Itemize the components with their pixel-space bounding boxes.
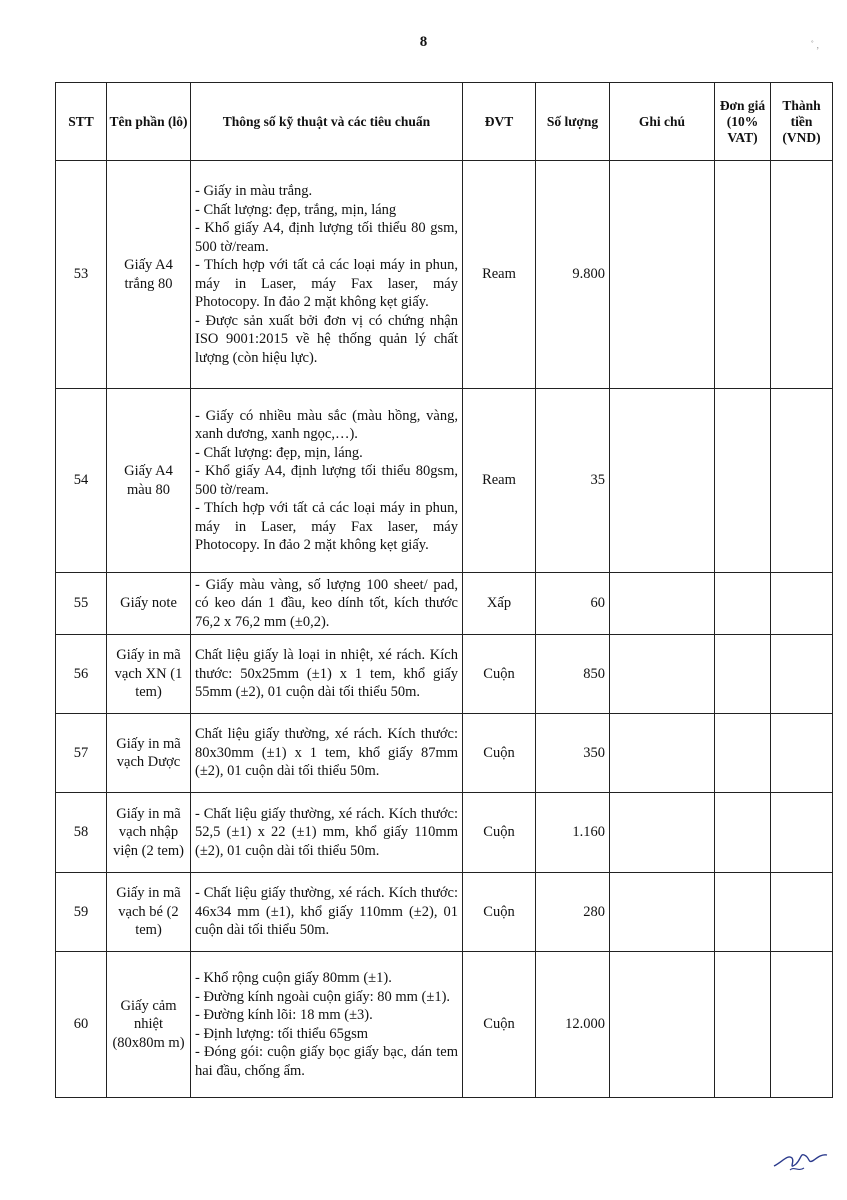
spec-table: [55, 82, 833, 1098]
row-spec: [191, 873, 463, 952]
spec-line: - Thích hợp với tất cả các loại máy in phun, máy in Laser, máy Fax laser, máy Photocopy. In đảo 2 mặt không kẹt giấy.: [195, 500, 458, 553]
header-row: [56, 83, 833, 161]
spec-line: - Chất lượng: đẹp, trắng, mịn, láng: [195, 201, 397, 218]
row-spec: [191, 793, 463, 873]
row-note: [610, 952, 715, 1098]
row-price: [715, 635, 771, 714]
row-total: [771, 714, 833, 793]
header-note: Ghi chú: [610, 83, 715, 161]
row-qty: 9.800: [536, 161, 610, 389]
row-price: [715, 793, 771, 873]
row-note: [610, 161, 715, 389]
row-total: [771, 573, 833, 635]
row-total: [771, 873, 833, 952]
table-row: [56, 635, 833, 714]
row-price: [715, 389, 771, 573]
row-note: [610, 389, 715, 573]
row-unit: Ream: [463, 389, 536, 573]
table-row: [56, 793, 833, 873]
row-total: [771, 161, 833, 389]
row-stt: 58: [56, 793, 107, 873]
spec-line: - Khổ rộng cuộn giấy 80mm (±1).: [195, 970, 392, 986]
header-stt: STT: [56, 83, 107, 161]
row-unit: Cuộn: [463, 714, 536, 793]
spec-line: - Định lượng: tối thiểu 65gsm: [195, 1025, 369, 1042]
spec-line: - Đường kính ngoài cuộn giấy: 80 mm (±1).: [195, 988, 451, 1005]
spec-line: Chất liệu giấy là loại in nhiệt, xé rách. Kích thước: 50x25mm (±1) x 1 tem, khổ giấy 55mm (±2), 01 cuộn dài tối thiểu 50m.: [195, 647, 458, 701]
row-price: [715, 952, 771, 1098]
table-row: [56, 161, 833, 389]
header-qty: Số lượng: [536, 83, 610, 161]
row-unit: Cuộn: [463, 793, 536, 873]
spec-line: - Chất liệu giấy thường, xé rách. Kích thước: 46x34 mm (±1), khổ giấy 110mm (±2), 01 cuộn dài tối thiểu 50m.: [195, 885, 458, 939]
table-row: [56, 573, 833, 635]
row-name: Giấy in mã vạch nhập viện (2 tem): [107, 793, 191, 873]
row-stt: 60: [56, 952, 107, 1098]
row-spec: [191, 952, 463, 1098]
row-stt: 53: [56, 161, 107, 389]
row-total: [771, 793, 833, 873]
spec-line: - Thích hợp với tất cả các loại máy in phun, máy in Laser, máy Fax laser, máy Photocopy. In đảo 2 mặt không kẹt giấy.: [195, 257, 458, 310]
row-qty: 1.160: [536, 793, 610, 873]
row-qty: 12.000: [536, 952, 610, 1098]
table-row: [56, 952, 833, 1098]
row-stt: 54: [56, 389, 107, 573]
row-note: [610, 873, 715, 952]
corner-mark: ˚ ,: [810, 40, 819, 51]
row-name: Giấy in mã vạch Dược: [107, 714, 191, 793]
header-spec: Thông số kỹ thuật và các tiêu chuẩn: [191, 83, 463, 161]
row-name: Giấy A4 màu 80: [107, 389, 191, 573]
row-note: [610, 573, 715, 635]
row-price: [715, 161, 771, 389]
row-price: [715, 714, 771, 793]
spec-line: - Chất liệu giấy thường, xé rách. Kích thước: 52,5 (±1) x 22 (±1) mm, khổ giấy 110mm (±2), 01 cuộn dài tối thiểu 50m.: [195, 805, 458, 859]
spec-line: - Được sản xuất bởi đơn vị có chứng nhận ISO 9001:2015 về hệ thống quản lý chất lượng (còn hiệu lực).: [195, 312, 458, 366]
spec-line: Chất liệu giấy thường, xé rách. Kích thước: 80x30mm (±1) x 1 tem, khổ giấy 87mm (±2), 01 cuộn dài tối thiểu 50m.: [195, 726, 458, 780]
spec-line: - Đường kính lõi: 18 mm (±3).: [195, 1007, 373, 1023]
row-qty: 350: [536, 714, 610, 793]
spec-line: - Khổ giấy A4, định lượng tối thiểu 80gsm, 500 tờ/ream.: [195, 463, 458, 498]
spec-line: - Giấy có nhiều màu sắc (màu hồng, vàng, xanh dương, xanh ngọc,…).: [195, 407, 458, 442]
row-stt: 57: [56, 714, 107, 793]
row-name: Giấy A4 trắng 80: [107, 161, 191, 389]
row-note: [610, 714, 715, 793]
row-unit: Xấp: [463, 573, 536, 635]
header-total: Thành tiền (VND): [771, 83, 833, 161]
row-qty: 280: [536, 873, 610, 952]
header-unit: ĐVT: [463, 83, 536, 161]
row-name: Giấy in mã vạch XN (1 tem): [107, 635, 191, 714]
row-total: [771, 389, 833, 573]
row-total: [771, 952, 833, 1098]
row-price: [715, 873, 771, 952]
row-note: [610, 635, 715, 714]
row-spec: [191, 714, 463, 793]
row-name: Giấy note: [107, 573, 191, 635]
row-unit: Ream: [463, 161, 536, 389]
spec-line: - Đóng gói: cuộn giấy bọc giấy bạc, dán tem hai đầu, chống ẩm.: [195, 1044, 458, 1079]
row-unit: Cuộn: [463, 873, 536, 952]
row-spec: [191, 573, 463, 635]
spec-line: - Khổ giấy A4, định lượng tối thiểu 80 gsm, 500 tờ/ream.: [195, 220, 458, 255]
header-name: Tên phần (lô): [107, 83, 191, 161]
row-qty: 35: [536, 389, 610, 573]
row-stt: 55: [56, 573, 107, 635]
row-name: Giấy cảm nhiệt (80x80m m): [107, 952, 191, 1098]
row-total: [771, 635, 833, 714]
row-name: Giấy in mã vạch bé (2 tem): [107, 873, 191, 952]
row-spec: [191, 161, 463, 389]
row-spec: [191, 389, 463, 573]
table-row: [56, 714, 833, 793]
spec-line: - Giấy in màu trắng.: [195, 183, 313, 199]
signature-mark: [770, 1140, 830, 1180]
row-stt: 59: [56, 873, 107, 952]
row-qty: 850: [536, 635, 610, 714]
spec-line: - Giấy màu vàng, số lượng 100 sheet/ pad, có keo dán 1 đầu, keo dính tốt, kích thước 76,2 x 76,2 mm (±0,2).: [195, 576, 458, 630]
table-row: [56, 389, 833, 573]
row-note: [610, 793, 715, 873]
spec-line: - Chất lượng: đẹp, mịn, láng.: [195, 444, 363, 461]
row-stt: 56: [56, 635, 107, 714]
header-price: Đơn giá (10% VAT): [715, 83, 771, 161]
row-qty: 60: [536, 573, 610, 635]
row-spec: [191, 635, 463, 714]
row-unit: Cuộn: [463, 635, 536, 714]
page-number: 8: [419, 34, 428, 50]
row-price: [715, 573, 771, 635]
table-row: [56, 873, 833, 952]
row-unit: Cuộn: [463, 952, 536, 1098]
